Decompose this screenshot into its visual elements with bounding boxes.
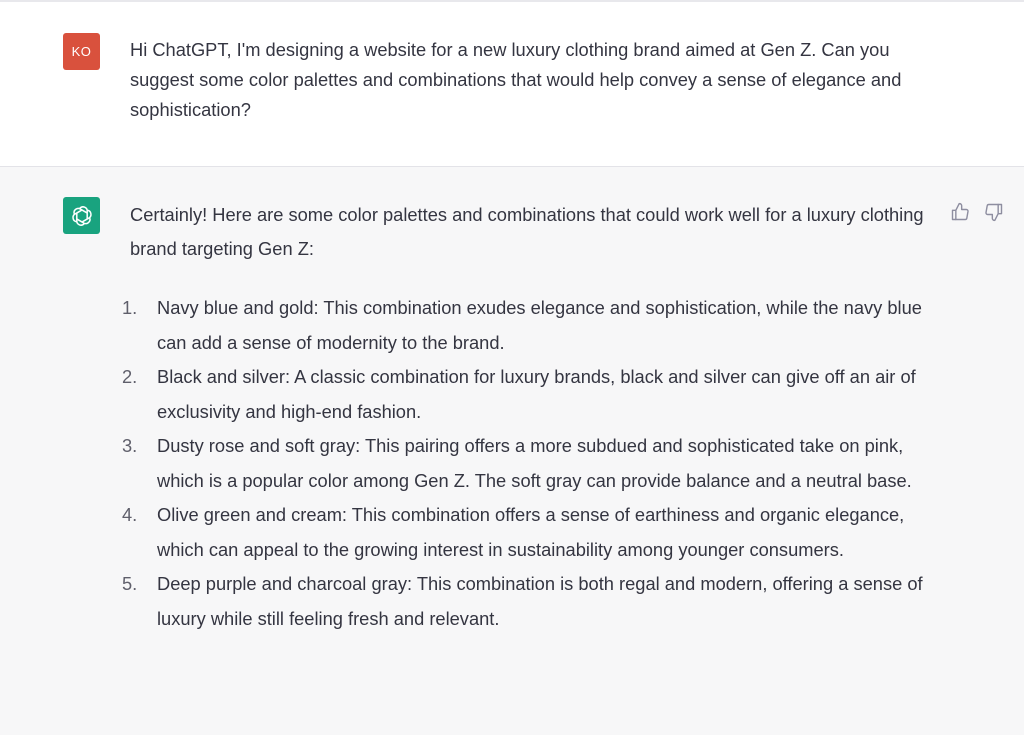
list-item-text: Dusty rose and soft gray: This pairing offers a more subdued and sophisticated take on pink, which is a popular color among Gen Z. The soft gray can provide balance and a neutral base. xyxy=(157,435,912,491)
list-item-number: 2. xyxy=(122,366,138,387)
list-item-number: 5. xyxy=(122,573,138,594)
list-item-number: 3. xyxy=(122,435,138,456)
openai-logo-icon xyxy=(70,204,94,228)
thumbs-up-button[interactable] xyxy=(948,200,972,224)
user-avatar-initials: KO xyxy=(71,44,92,59)
user-message-text: Hi ChatGPT, I'm designing a website for a new luxury clothing brand aimed at Gen Z. Can you suggest some color palettes and combinations that would help convey a sense of elegance and sophistication? xyxy=(130,39,902,120)
list-item-text: Olive green and cream: This combination offers a sense of earthiness and organic elegance, which can appeal to the growing interest in sustainability among younger consumers. xyxy=(157,504,905,560)
list-item xyxy=(120,498,950,567)
list-item xyxy=(120,567,950,636)
list-item-number: 4. xyxy=(122,504,138,525)
thumbs-down-icon xyxy=(984,202,1004,222)
list-item xyxy=(120,291,950,360)
palette-list xyxy=(120,291,950,636)
assistant-intro-text: Certainly! Here are some color palettes and combinations that could work well for a luxury clothing brand targeting Gen Z: xyxy=(130,204,924,259)
thumbs-down-button[interactable] xyxy=(982,200,1006,224)
assistant-message xyxy=(0,167,1024,735)
list-item xyxy=(120,360,950,429)
list-item-text: Navy blue and gold: This combination exudes elegance and sophistication, while the navy blue can add a sense of modernity to the brand. xyxy=(157,297,922,353)
assistant-avatar xyxy=(63,197,100,234)
user-message xyxy=(0,2,1024,167)
list-item xyxy=(120,429,950,498)
thumbs-up-icon xyxy=(950,202,970,222)
list-item-number: 1. xyxy=(122,297,138,318)
user-avatar xyxy=(63,33,100,70)
list-item-text: Deep purple and charcoal gray: This combination is both regal and modern, offering a sense of luxury while still feeling fresh and relevant. xyxy=(157,573,923,629)
list-item-text: Black and silver: A classic combination for luxury brands, black and silver can give off an air of exclusivity and high-end fashion. xyxy=(157,366,916,422)
